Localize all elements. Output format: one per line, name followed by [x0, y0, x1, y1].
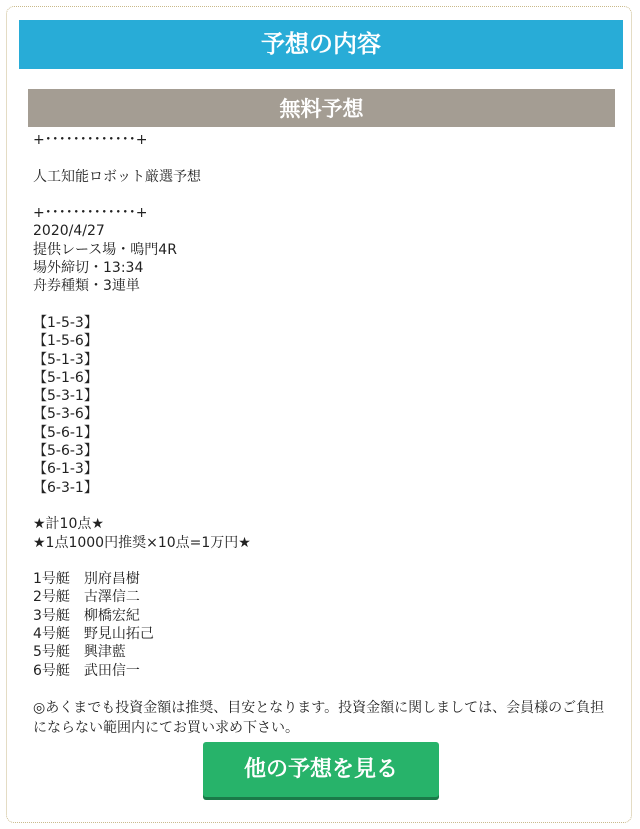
content-line: 【6-3-1】 [33, 479, 98, 496]
content-line: +･････････････+ [33, 132, 148, 148]
content-line: 【5-6-1】 [33, 424, 98, 441]
content-line: 舟券種類・3連単 [33, 278, 140, 295]
content-line: 【5-1-3】 [33, 351, 98, 368]
section-title: 無料予想 [28, 89, 615, 127]
content-line: 3号艇 柳橋宏紀 [33, 607, 140, 624]
content-line: 【1-5-3】 [33, 314, 98, 331]
content-line [33, 149, 613, 167]
content-line: 【5-3-1】 [33, 388, 98, 405]
other-predictions-button[interactable]: 他の予想を見る [203, 742, 439, 797]
content-line [33, 186, 613, 204]
page-title: 予想の内容 [19, 20, 623, 69]
content-line [33, 497, 613, 515]
content-line: 【5-3-6】 [33, 406, 98, 423]
content-line: 【5-6-3】 [33, 443, 98, 460]
content-line: ★1点1000円推奨×10点=1万円★ [33, 534, 251, 551]
content-line: 6号艇 武田信一 [33, 662, 140, 679]
content-line: 人工知能ロボット厳選予想 [33, 168, 201, 185]
content-line: 2号艇 古澤信二 [33, 589, 140, 606]
content-line: 【6-1-3】 [33, 461, 98, 478]
content-line: 1号艇 別府昌樹 [33, 571, 140, 588]
content-line: 5号艇 興津藍 [33, 644, 126, 661]
content-line: 4号艇 野見山拓己 [33, 626, 154, 643]
prediction-content [33, 131, 613, 738]
content-line [33, 680, 613, 698]
content-line: 提供レース場・鳴門4R [33, 241, 177, 258]
content-line: 【5-1-6】 [33, 369, 98, 386]
investment-note: ◎あくまでも投資金額は推奨、目安となります。投資金額に関しましては、会員様のご負担にならない範囲内にてお買い求め下さい。 [33, 700, 605, 737]
content-line [33, 296, 613, 314]
content-line [33, 552, 613, 570]
content-line: 2020/4/27 [33, 223, 105, 240]
content-line: +･････････････+ [33, 205, 148, 222]
content-line: ★計10点★ [33, 516, 104, 533]
content-line: 【1-5-6】 [33, 333, 98, 350]
content-line: 場外締切・13:34 [33, 260, 144, 277]
